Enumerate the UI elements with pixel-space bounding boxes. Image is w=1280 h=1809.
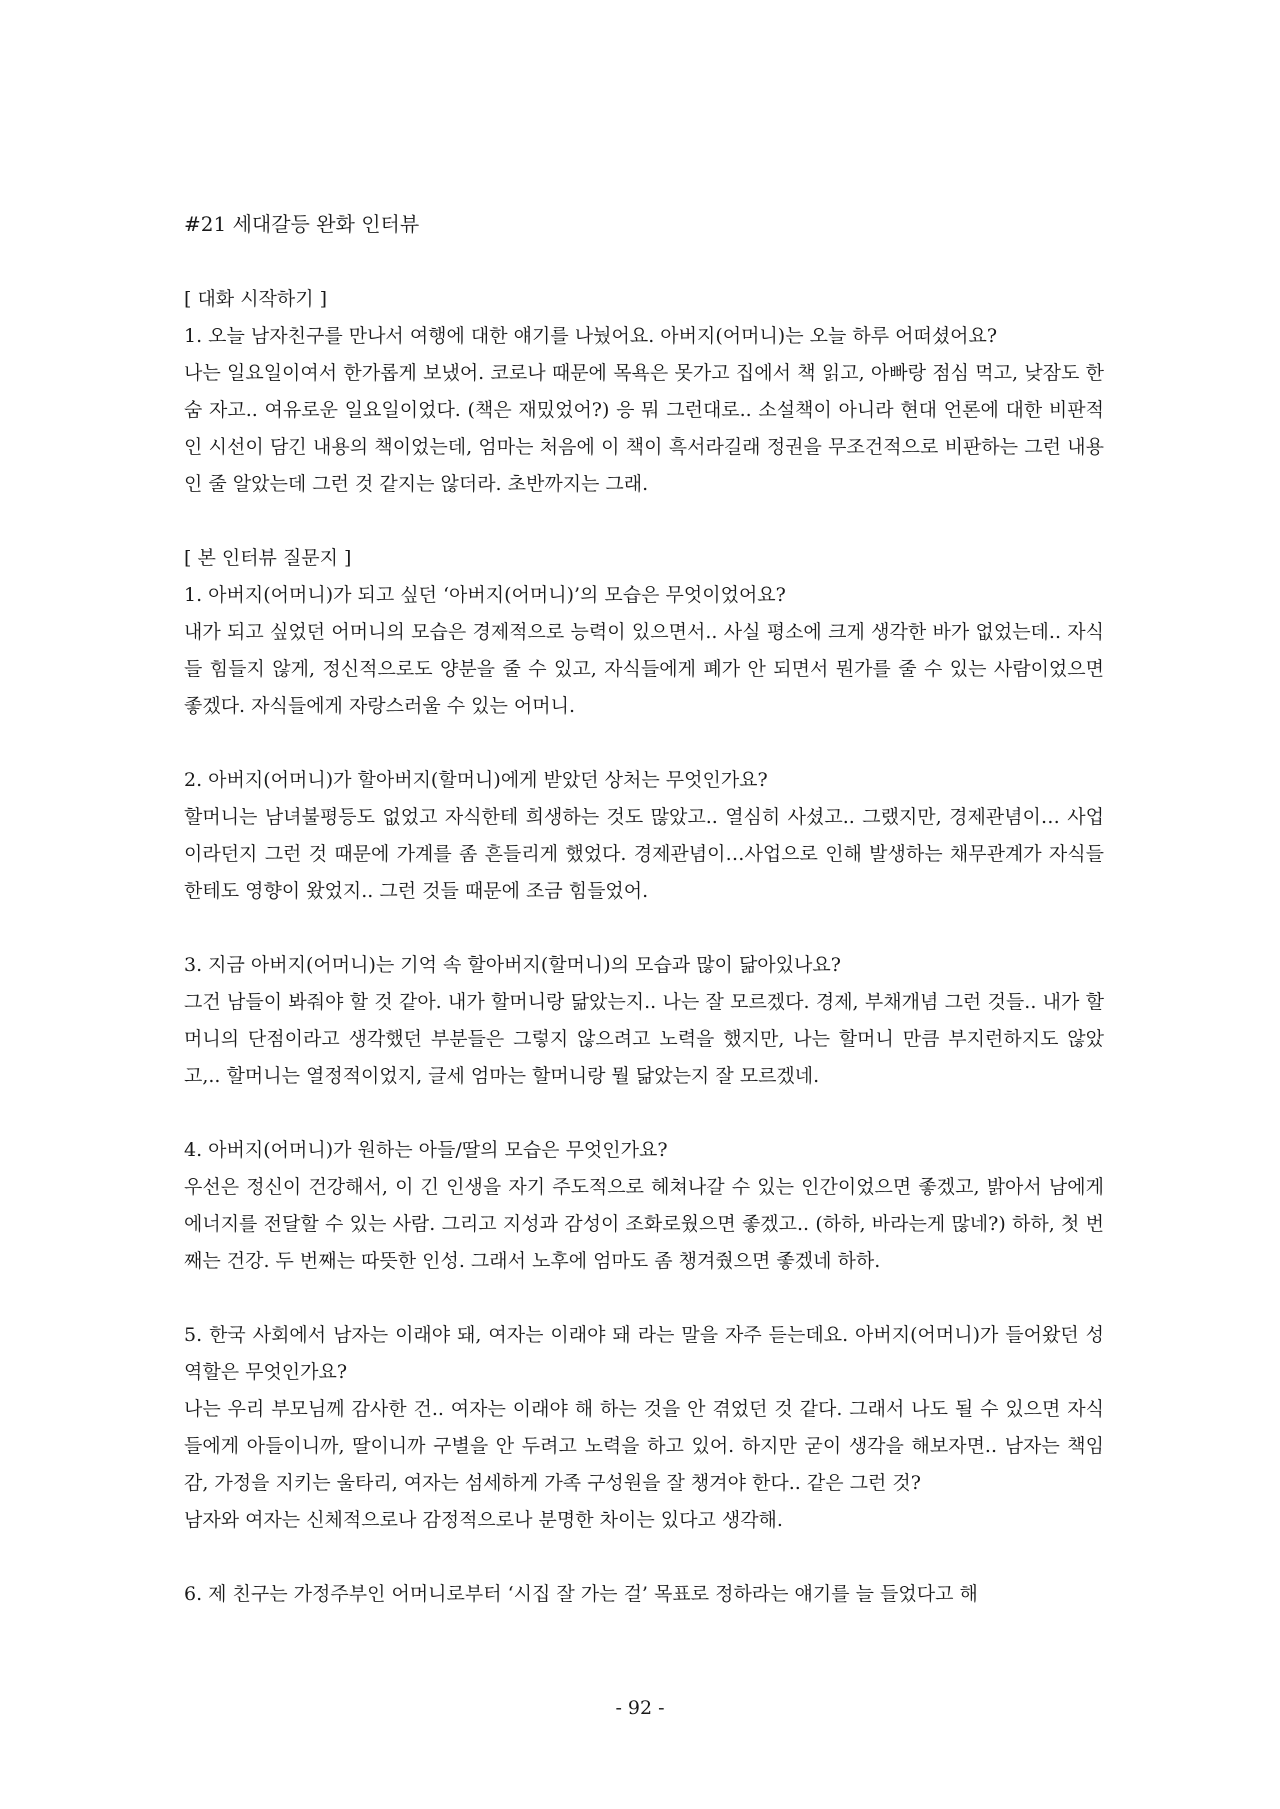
answer-text: 그건 남들이 봐줘야 할 것 같아. 내가 할머니랑 닮았는지.. 나는 잘 모르겠다. 경제, 부채개념 그런 것들.. 내가 할머니의 단점이라고 생각했던 부분들은 그렇지 않으려고 노력을 했지만, 나는 할머니 만큼 부지런하지도 않았고,.. 할머니는 열정적이었지, 글세 엄마는 할머니랑 뭘 닮았는지 잘 모르겠네.: [184, 991, 1104, 1087]
page-number: - 92 -: [615, 1697, 665, 1719]
paragraph-spacer: [184, 1280, 1104, 1317]
answer-text: 나는 일요일이여서 한가롭게 보냈어. 코로나 때문에 목욕은 못가고 집에서 책 읽고, 아빠랑 점심 먹고, 낮잠도 한 숨 자고.. 여유로운 일요일이었다. (책은 재밌었어?) 응 뭐 그런대로.. 소설책이 아니라 현대 언론에 대한 비판적인 시선이 담긴 내용의 책이었는데, 엄마는 처음에 이 책이 흑서라길래 정권을 무조건적으로 비판하는 그런 내용인 줄 알았는데 그런 것 같지는 않더라. 초반까지는 그래.: [184, 362, 1104, 495]
answer-text: 할머니는 남녀불평등도 없었고 자식한테 희생하는 것도 많았고.. 열심히 사셨고.. 그랬지만, 경제관념이… 사업이라던지 그런 것 때문에 가계를 좀 흔들리게 했었다. 경제관념이…사업으로 인해 발생하는 채무관계가 자식들한테도 영향이 왔었지.. 그런 것들 때문에 조금 힘들었어.: [184, 806, 1104, 902]
question-text: 3. 지금 아버지(어머니)는 기억 속 할아버지(할머니)의 모습과 많이 닮아있나요?: [184, 954, 841, 976]
answer-text: 나는 우리 부모님께 감사한 건.. 여자는 이래야 해 하는 것을 안 겪었던 것 같다. 그래서 나도 될 수 있으면 자식들에게 아들이니까, 딸이니까 구별을 안 두려고 노력을 하고 있어. 하지만 굳이 생각을 해보자면.. 남자는 책임감, 가정을 지키는 울타리, 여자는 섬세하게 가족 구성원을 잘 챙겨야 한다.. 같은 그런 것?: [184, 1398, 1104, 1494]
question-text: 5. 한국 사회에서 남자는 이래야 돼, 여자는 이래야 돼 라는 말을 자주 듣는데요. 아버지(어머니)가 들어왔던 성역할은 무엇인가요?: [184, 1324, 1104, 1383]
question-text: 4. 아버지(어머니)가 원하는 아들/딸의 모습은 무엇인가요?: [184, 1139, 668, 1161]
section-conversation-start: [184, 281, 1104, 503]
answer-text: 남자와 여자는 신체적으로나 감정적으로나 분명한 차이는 있다고 생각해.: [184, 1509, 783, 1531]
answer-text: 내가 되고 싶었던 어머니의 모습은 경제적으로 능력이 있으면서.. 사실 평소에 크게 생각한 바가 없었는데.. 자식들 힘들지 않게, 정신적으로도 양분을 줄 수 있고, 자식들에게 폐가 안 되면서 뭔가를 줄 수 있는 사람이었으면 좋겠다. 자식들에게 자랑스러울 수 있는 어머니.: [184, 621, 1104, 717]
document-title: #21 세대갈등 완화 인터뷰: [184, 212, 420, 236]
paragraph-spacer: [184, 1539, 1104, 1576]
paragraph-spacer: [184, 910, 1104, 947]
section-heading: [ 본 인터뷰 질문지 ]: [184, 547, 352, 569]
question-text: 1. 아버지(어머니)가 되고 싶던 ‘아버지(어머니)’의 모습은 무엇이었어요?: [184, 584, 786, 606]
question-text: 6. 제 친구는 가정주부인 어머니로부터 ‘시집 잘 가는 걸’ 목표로 정하라는 얘기를 늘 들었다고 해: [184, 1583, 978, 1605]
paragraph-spacer: [184, 503, 1104, 540]
section-heading: [ 대화 시작하기 ]: [184, 288, 328, 310]
section-interview: [184, 540, 1104, 1613]
document-body: [184, 206, 1104, 1613]
paragraph-spacer: [184, 725, 1104, 762]
answer-text: 우선은 정신이 건강해서, 이 긴 인생을 자기 주도적으로 헤쳐나갈 수 있는 인간이었으면 좋겠고, 밝아서 남에게 에너지를 전달할 수 있는 사람. 그리고 지성과 감성이 조화로웠으면 좋겠고.. (하하, 바라는게 많네?) 하하, 첫 번째는 건강. 두 번째는 따뜻한 인성. 그래서 노후에 엄마도 좀 챙겨줬으면 좋겠네 하하.: [184, 1176, 1104, 1272]
question-text: 2. 아버지(어머니)가 할아버지(할머니)에게 받았던 상처는 무엇인가요?: [184, 769, 768, 791]
question-text: 1. 오늘 남자친구를 만나서 여행에 대한 얘기를 나눴어요. 아버지(어머니)는 오늘 하루 어떠셨어요?: [184, 325, 998, 347]
paragraph-spacer: [184, 1095, 1104, 1132]
